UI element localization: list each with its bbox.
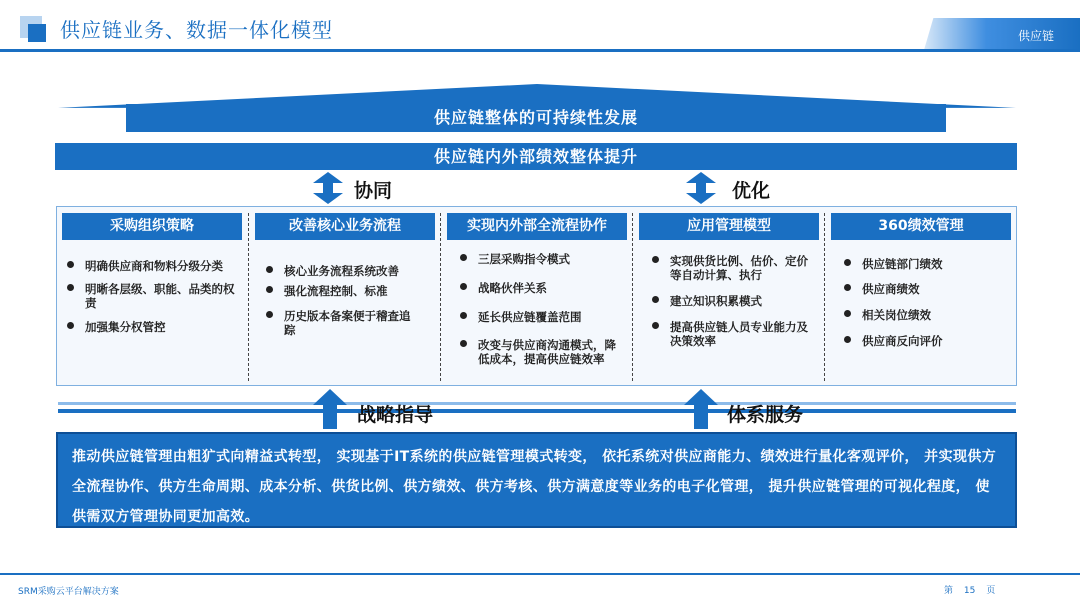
list-item: 供应商反向评价 (842, 334, 1012, 348)
bullet-icon (652, 322, 659, 329)
column-divider (248, 213, 249, 381)
column-procurement-strategy (57, 207, 247, 385)
header-tab-label: 供应链 (1017, 29, 1054, 43)
list-item: 核心业务流程系统改善 (264, 264, 434, 278)
page-number: 第 15 页 (944, 586, 996, 596)
bullet-icon (460, 312, 467, 319)
bullet-icon (460, 254, 467, 261)
bullet-icon (460, 283, 467, 290)
column-divider (824, 213, 825, 381)
column-divider (440, 213, 441, 381)
bullet-icon (266, 266, 273, 273)
column-management-model (634, 207, 824, 385)
double-arrow-icon (686, 172, 716, 204)
list-item: 建立知识积累模式 (650, 294, 820, 308)
bullet-icon (460, 340, 467, 347)
list-item: 改变与供应商沟通模式，降低成本，提高供应链效率 (458, 338, 616, 366)
column-collaboration (442, 207, 632, 385)
list-item: 实现供货比例、估价、定价等自动计算、执行 (650, 254, 810, 282)
description-box: 推动供应链管理由粗犷式向精益式转型， 实现基于IT系统的供应链管理模式转变， 依托系统对供应商能力、绩效进行量化客观评价， 并实现供方全流程协作、供方生命周期、成本分析、供货比例、供方绩效、供方考核、供方满意度等业务的电子化管理， 提升供应链管理的可视化程度， 使供需双方管理协同更加高效。 (56, 432, 1017, 528)
bullet-icon (844, 310, 851, 317)
list-item: 三层采购指令模式 (458, 252, 628, 266)
column-core-process (250, 207, 440, 385)
footer-title: SRM采购云平台解决方案 (18, 587, 119, 597)
list-item: 加强集分权管控 (65, 320, 245, 334)
rail-line (58, 409, 1016, 413)
rail-light-line (58, 402, 1016, 405)
column-header: 360绩效管理 (831, 213, 1011, 240)
arrow-label-collab: 协同 (354, 180, 393, 202)
header-divider (0, 49, 1080, 52)
footer-divider (0, 573, 1080, 575)
arrow-label-optimize: 优化 (732, 180, 771, 202)
bullet-icon (67, 261, 74, 268)
strategy-columns-box (56, 206, 1017, 386)
up-arrow-icon (684, 389, 718, 429)
list-item: 历史版本备案便于稽查追踪 (264, 309, 414, 337)
bullet-icon (652, 296, 659, 303)
column-header: 应用管理模型 (639, 213, 819, 240)
column-divider (632, 213, 633, 381)
bullet-icon (844, 336, 851, 343)
list-item: 提高供应链人员专业能力及决策效率 (650, 320, 815, 348)
arrow-label-strategic-guidance: 战略指导 (357, 404, 434, 426)
column-header: 实现内外部全流程协作 (447, 213, 627, 240)
list-item: 供应商绩效 (842, 282, 1012, 296)
roof-top-band: 供应链整体的可持续性发展 (126, 104, 946, 132)
column-header: 改善核心业务流程 (255, 213, 435, 240)
bullet-icon (844, 259, 851, 266)
up-arrow-icon (313, 389, 347, 429)
list-item: 供应链部门绩效 (842, 257, 1012, 271)
list-item: 明晰各层级、职能、品类的权责 (65, 282, 245, 310)
bullet-icon (67, 322, 74, 329)
header-decor-square-dark (28, 24, 46, 42)
list-item: 相关岗位绩效 (842, 308, 1012, 322)
bullet-icon (652, 256, 659, 263)
column-360-performance (826, 207, 1016, 385)
bullet-icon (67, 284, 74, 291)
list-item: 强化流程控制、标准 (264, 284, 434, 298)
header-tab (924, 18, 1080, 50)
column-header: 采购组织策略 (62, 213, 242, 240)
bullet-icon (266, 286, 273, 293)
arrow-label-system-service: 体系服务 (727, 404, 804, 426)
list-item: 明确供应商和物料分级分类 (65, 259, 245, 273)
bullet-icon (266, 311, 273, 318)
page-title: 供应链业务、数据一体化模型 (60, 18, 333, 42)
roof-second-band: 供应链内外部绩效整体提升 (55, 143, 1017, 170)
bullet-icon (844, 284, 851, 291)
list-item: 战略伙伴关系 (458, 281, 628, 295)
list-item: 延长供应链覆盖范围 (458, 310, 628, 324)
double-arrow-icon (313, 172, 343, 204)
